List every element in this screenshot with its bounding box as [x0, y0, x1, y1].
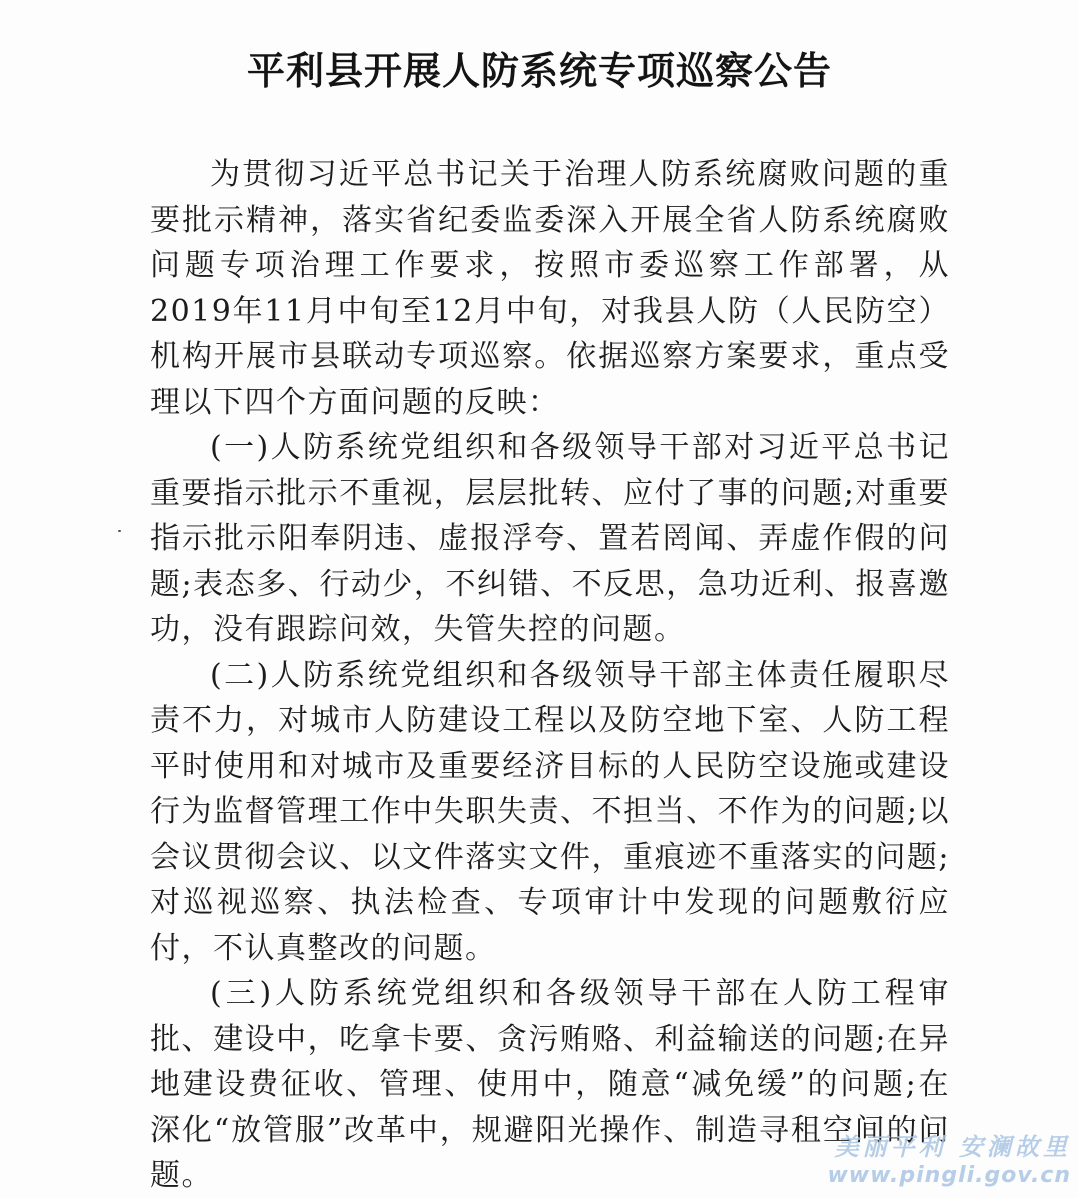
site-watermark — [741, 1132, 1071, 1190]
item-one-paragraph: (一)人防系统党组织和各级领导干部对习近平总书记重要指示批示不重视，层层批转、应付了事的问题;对重要指示批示阳奉阴违、虚报浮夸、置若罔闻、弄虚作假的问题;表态多、行动少，不纠错、不反思，急功近利、报喜邀功，没有跟踪问效，失管失控的问题。 — [150, 430, 950, 647]
document-body — [150, 152, 950, 1199]
document-title: 平利县开展人防系统专项巡察公告 — [246, 49, 832, 93]
watermark-slogan: 美丽平利 安澜故里 — [834, 1133, 1071, 1161]
item-three-paragraph: (三)人防系统党组织和各级领导干部在人防工程审批、建设中，吃拿卡要、贪污贿赂、利益输送的问题;在异地建设费征收、管理、使用中，随意“减免缓”的问题;在深化“放管服”改革中，规避阳光操作、制造寻租空间的问题。 — [150, 976, 950, 1193]
watermark-url: www.pingli.gov.cn — [827, 1163, 1071, 1188]
item-two-paragraph: (二)人防系统党组织和各级领导干部主体责任履职尽责不力，对城市人防建设工程以及防空地下室、人防工程平时使用和对城市及重要经济目标的人民防空设施或建设行为监督管理工作中失职失责、不担当、不作为的问题;以会议贯彻会议、以文件落实文件，重痕迹不重落实的问题;对巡视巡察、执法检查、专项审计中发现的问题敷衍应付，不认真整改的问题。 — [150, 657, 950, 966]
scan-speck — [118, 530, 121, 532]
intro-paragraph: 为贯彻习近平总书记关于治理人防系统腐败问题的重要批示精神，落实省纪委监委深入开展全省人防系统腐败问题专项治理工作要求，按照市委巡察工作部署，从2019年11月中旬至12月中旬，对我县人防（人民防空）机构开展市县联动专项巡察。依据巡察方案要求，重点受理以下四个方面问题的反映： — [150, 157, 950, 420]
